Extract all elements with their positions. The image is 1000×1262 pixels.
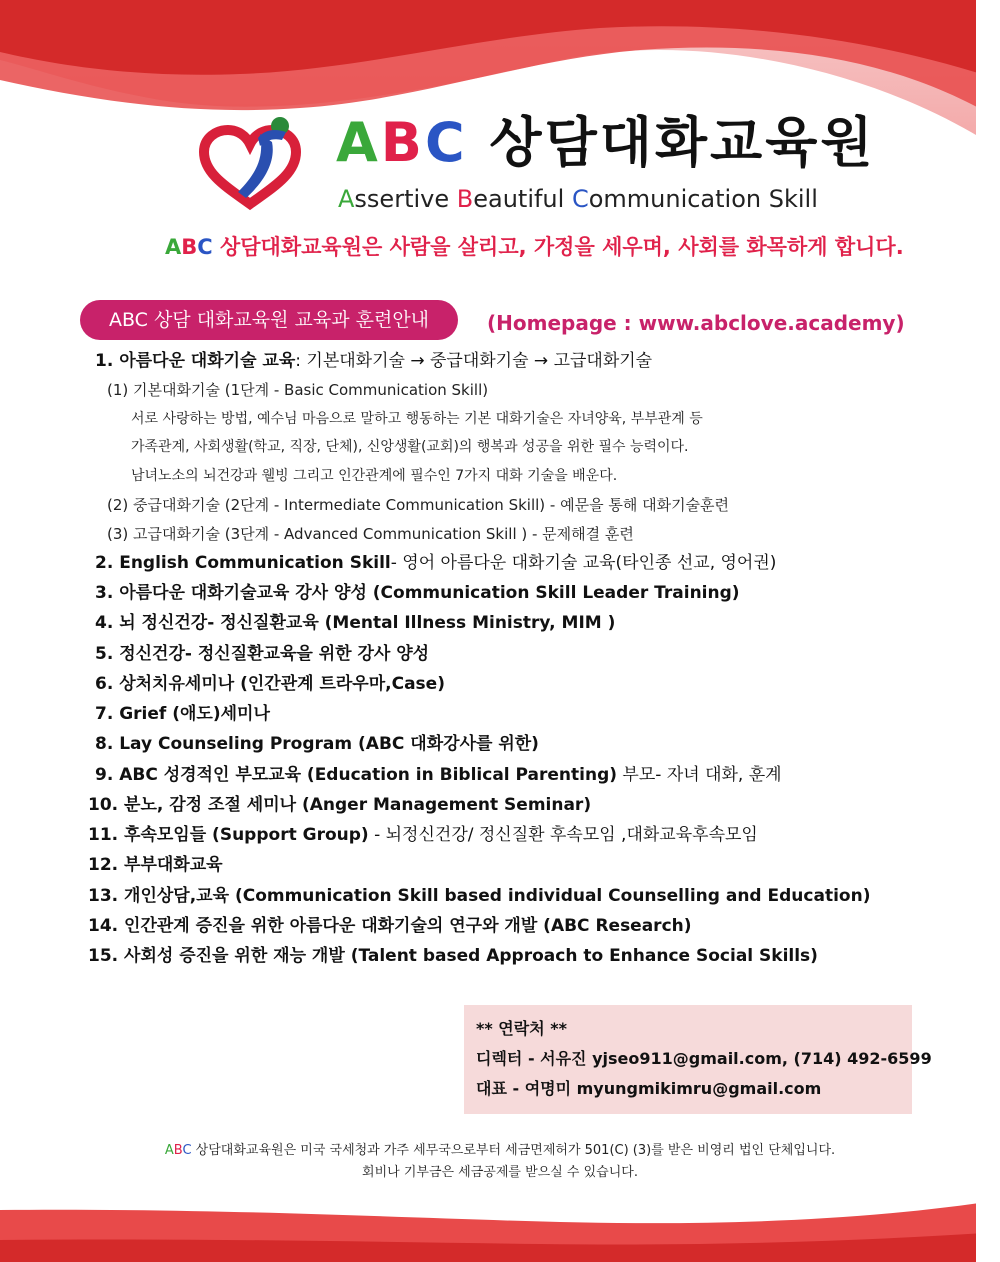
- footer-abc-a: A: [164, 1143, 174, 1158]
- title-abc-label: ABC: [336, 111, 468, 174]
- subtitle-a: A: [338, 185, 355, 213]
- heart-person-logo-icon: [198, 112, 304, 212]
- title-korean-label: 상담대화교육원: [489, 111, 876, 174]
- list-item: 4. 뇌 정신건강- 정신질환교육 (Mental Illness Ministry, MIM ): [95, 613, 616, 633]
- list-item-sub: (1) 기본대화기술 (1단계 - Basic Communication Skill): [107, 381, 489, 399]
- contact-title: ** 연락처 **: [476, 1019, 567, 1038]
- list-item: 7. Grief (애도)세미나: [95, 704, 270, 724]
- subtitle: [338, 184, 818, 214]
- slogan-abc: ABC: [165, 235, 213, 259]
- list-item: 15. 사회성 증진을 위한 재능 개발 (Talent based Approach to Enhance Social Skills): [88, 946, 818, 966]
- list-item: 13. 개인상담,교육 (Communication Skill based individual Counselling and Education): [88, 886, 871, 906]
- list-item: 10. 분노, 감정 조절 세미나 (Anger Management Seminar): [88, 795, 592, 815]
- list-item: 5. 정신건강- 정신질환교육을 위한 강사 양성: [95, 644, 430, 664]
- subtitle-beautiful: eautiful: [473, 185, 572, 213]
- list-item-desc: 가족관계, 사회생활(학교, 직장, 단체), 신앙생활(교회)의 행복과 성공을 위한 필수 능력이다.: [131, 439, 689, 455]
- list-item-desc: 서로 사랑하는 방법, 예수님 마음으로 말하고 행동하는 기본 대화기술은 자녀양육, 부부관계 등: [131, 411, 703, 427]
- list-item-sub: (2) 중급대화기술 (2단계 - Intermediate Communication Skill) - 예문을 통해 대화기술훈련: [107, 496, 730, 514]
- list-item: 14. 인간관계 증진을 위한 아름다운 대화기술의 연구와 개발 (ABC Research): [88, 916, 692, 936]
- footer-line-1: [0, 1141, 1000, 1161]
- page-title: [336, 112, 876, 174]
- footer-line-1-text: 상담대화교육원은 미국 국세청과 가주 세무국으로부터 세금면제허가 501(C) (3)를 받은 비영리 법인 단체입니다.: [191, 1143, 836, 1158]
- slogan-text: 상담대화교육원은 사람을 살리고, 가정을 세우며, 사회를 화목하게 합니다.: [212, 235, 904, 259]
- footer-abc-c: C: [182, 1143, 192, 1158]
- list-item: 9. ABC 성경적인 부모교육 (Education in Biblical Parenting) 부모- 자녀 대화, 훈계: [95, 765, 782, 785]
- list-item: 2. English Communication Skill- 영어 아름다운 대화기술 교육(타인종 선교, 영어권): [95, 553, 777, 573]
- section-pill-label: ABC 상담 대화교육원 교육과 훈련안내: [80, 300, 458, 340]
- slogan: [165, 232, 904, 262]
- list-item: 1. 아름다운 대화기술 교육: 기본대화기술 → 중급대화기술 → 고급대화기술: [95, 351, 653, 371]
- footer-line-2: 회비나 기부금은 세금공제를 받으실 수 있습니다.: [362, 1165, 638, 1180]
- subtitle-assertive: ssertive: [354, 185, 457, 213]
- homepage-link[interactable]: (Homepage : www.abclove.academy): [487, 311, 905, 335]
- list-item-sub: (3) 고급대화기술 (3단계 - Advanced Communication Skill ) - 문제해결 훈련: [107, 525, 634, 543]
- list-item: 8. Lay Counseling Program (ABC 대화강사를 위한): [95, 734, 539, 754]
- footer-abc-b: B: [173, 1143, 183, 1158]
- list-item: 11. 후속모임들 (Support Group) - 뇌정신건강/ 정신질환 후속모임 ,대화교육후속모임: [88, 825, 758, 845]
- list-item-desc: 남녀노소의 뇌건강과 웰빙 그리고 인간관계에 필수인 7가지 대화 기술을 배운다.: [131, 468, 618, 484]
- list-item: 3. 아름다운 대화기술교육 강사 양성 (Communication Skill Leader Training): [95, 583, 740, 603]
- contact-director[interactable]: 디렉터 - 서유진 yjseo911@gmail.com, (714) 492-6599: [476, 1049, 932, 1068]
- subtitle-c: C: [571, 185, 589, 213]
- contact-president[interactable]: 대표 - 여명미 myungmikimru@gmail.com: [476, 1079, 822, 1098]
- contact-box: [464, 1005, 932, 1114]
- subtitle-b: B: [456, 185, 474, 213]
- subtitle-communication: ommunication Skill: [588, 185, 818, 213]
- list-item: 12. 부부대화교육: [88, 855, 223, 875]
- list-item: 6. 상처치유세미나 (인간관계 트라우마,Case): [95, 674, 445, 694]
